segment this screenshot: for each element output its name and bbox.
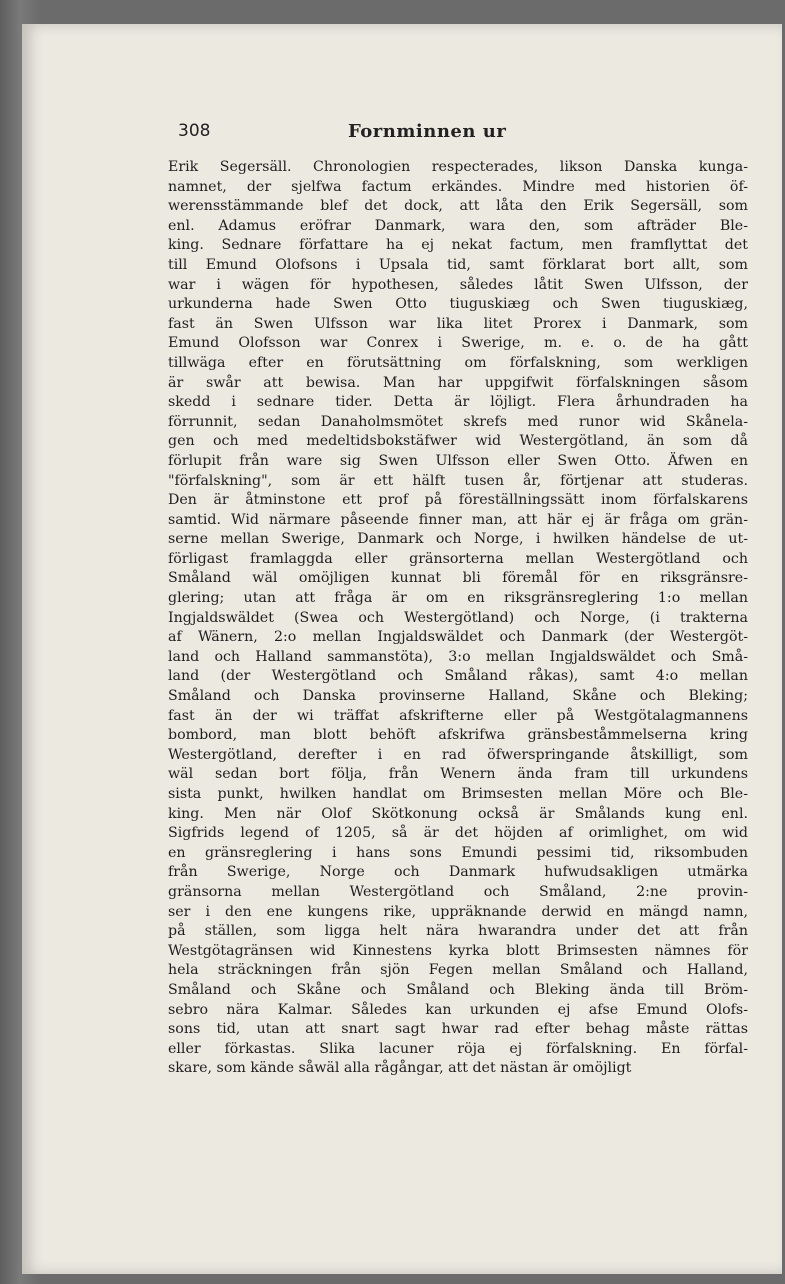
text-line: förligast framlaggda eller gränsorterna mellan Westergötland och bbox=[168, 550, 748, 567]
text-line: sista punkt, hwilken handlat om Brimsesten mellan Möre och Ble- bbox=[168, 786, 748, 802]
text-line: war i wägen för hypothesen, således låtit Swen Ulfsson, der bbox=[168, 276, 748, 293]
text-line: land och Halland sammanstöta), 3:o mellan Ingjaldswäldet och Små- bbox=[168, 648, 748, 665]
body-text bbox=[168, 158, 748, 1079]
text-line: wäl sedan bort följa, från Wenern ända fram till urkundens bbox=[168, 766, 748, 783]
text-line: serne mellan Swerige, Danmark och Norge, i hwilken händelse de ut- bbox=[168, 531, 748, 548]
text-line: ser i den ene kungens rike, uppräknande derwid en mängd namn, bbox=[168, 903, 748, 920]
text-line: gränsorna mellan Westergötland och Småland, 2:ne provin- bbox=[168, 883, 748, 900]
text-line: af Wänern, 2:o mellan Ingjaldswäldet och Danmark (der Westergöt- bbox=[168, 629, 748, 646]
text-line: Emund Olofsson war Conrex i Swerige, m. e. o. de ha gått bbox=[168, 335, 748, 352]
text-line: är swår att bewisa. Man har uppgifwit förfalskningen såsom bbox=[168, 374, 748, 391]
text-line: namnet, der sjelfwa factum erkändes. Mindre med historien öf- bbox=[168, 178, 748, 195]
running-title: Fornminnen ur bbox=[348, 121, 507, 142]
text-line: sebro nära Kalmar. Således kan urkunden ej afse Emund Olofs- bbox=[168, 1001, 748, 1018]
text-line: enl. Adamus eröfrar Danmark, wara den, som afträder Ble- bbox=[168, 217, 748, 234]
text-line: Den är åtminstone ett prof på föreställningssätt inom förfalskarens bbox=[168, 492, 748, 509]
text-line: tillwäga efter en förutsättning om förfalskning, som werkligen bbox=[168, 354, 748, 371]
text-line: king. Men när Olof Skötkonung också är Smålands kung enl. bbox=[168, 805, 748, 822]
text-line: bombord, man blott behöft afskrifwa gränsbeståmmelserna kring bbox=[168, 727, 748, 744]
text-line: Erik Segersäll. Chronologien respecterades, likson Danska kunga- bbox=[168, 159, 748, 175]
page-header bbox=[178, 121, 738, 145]
text-line: sons tid, utan att snart sagt hwar rad efter behag måste rättas bbox=[168, 1021, 748, 1038]
text-line: skare, som kände såwäl alla rågångar, att det nästan är omöjligt bbox=[168, 1060, 632, 1077]
text-line: Westergötland, derefter i en rad öfwerspringande åtskilligt, som bbox=[168, 746, 748, 763]
text-line: Småland och Danska provinserne Halland, Skåne och Bleking; bbox=[168, 688, 748, 705]
text-line: samtid. Wid närmare påseende finner man, att här ej är fråga om grän- bbox=[168, 511, 748, 528]
text-line: fast än der wi träffat afskrifterne eller på Westgötalagmannens bbox=[168, 707, 748, 724]
page-number: 308 bbox=[178, 121, 211, 141]
text-line: Ingjaldswäldet (Swea och Westergötland) och Norge, (i trakterna bbox=[168, 609, 748, 626]
text-line: till Emund Olofsons i Upsala tid, samt förklarat bort allt, som bbox=[168, 256, 748, 273]
text-line: gen och med medeltidsbokstäfwer wid Westergötland, än som då bbox=[168, 433, 748, 450]
text-line: Småland wäl omöjligen kunnat bli föremål för en riksgränsre- bbox=[168, 570, 748, 587]
text-line: king. Sednare författare ha ej nekat factum, men framflyttat det bbox=[168, 237, 748, 254]
text-line: från Swerige, Norge och Danmark hufwudsakligen utmärka bbox=[168, 864, 748, 881]
text-line: hela sträckningen från sjön Fegen mellan Småland och Halland, bbox=[168, 962, 748, 979]
text-line: werensstämmande blef det dock, att låta den Erik Segersäll, som bbox=[168, 198, 748, 215]
text-line: Sigfrids legend of 1205, så är det höjden af orimlighet, om wid bbox=[168, 825, 748, 842]
text-line: en gränsreglering i hans sons Emundi pessimi tid, riksombuden bbox=[168, 844, 748, 861]
text-line: glering; utan att fråga är om en riksgränsreglering 1:o mellan bbox=[168, 590, 748, 607]
text-line: eller förkastas. Slika lacuner röja ej förfalskning. En förfal- bbox=[168, 1040, 748, 1057]
text-line: urkunderna hade Swen Otto tiuguskiæg och Swen tiuguskiæg, bbox=[168, 296, 748, 313]
text-line: förrunnit, sedan Danaholmsmötet skrefs med runor wid Skånela- bbox=[168, 413, 748, 430]
text-line: land (der Westergötland och Småland råkas), samt 4:o mellan bbox=[168, 668, 748, 685]
text-line: Westgötagränsen wid Kinnestens kyrka blott Brimsesten nämnes för bbox=[168, 942, 748, 959]
text-line: på ställen, som ligga helt nära hwarandra under det att från bbox=[168, 923, 748, 940]
text-line: fast än Swen Ulfsson war lika litet Prorex i Danmark, som bbox=[168, 315, 748, 332]
text-line: "förfalskning", som är ett hälft tusen år, förtjenar att studeras. bbox=[168, 472, 748, 489]
text-line: förlupit från ware sig Swen Ulfsson eller Swen Otto. Äfwen en bbox=[168, 452, 748, 469]
text-line: Småland och Skåne och Småland och Bleking ända till Bröm- bbox=[168, 981, 748, 998]
text-line: skedd i sednare tider. Detta är löjligt. Flera århundraden ha bbox=[168, 394, 748, 411]
